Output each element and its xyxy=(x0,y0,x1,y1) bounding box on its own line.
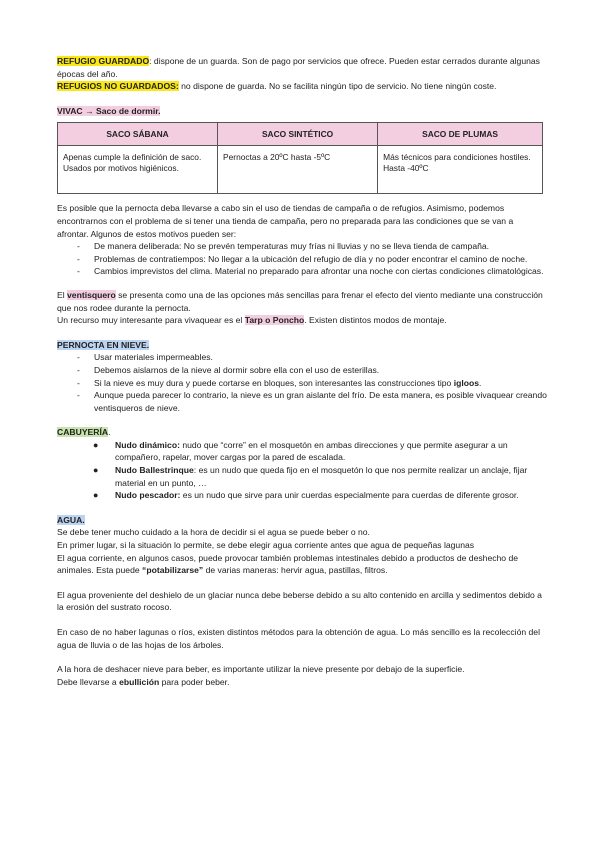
list-item xyxy=(57,364,547,377)
agua-line-1: Se debe tener mucho cuidado a la hora de decidir si el agua se puede beber o no. xyxy=(57,527,370,538)
dash-marker: - xyxy=(77,253,80,264)
bullet-marker: ● xyxy=(93,465,99,476)
list-item-text: Usar materiales impermeables. xyxy=(94,352,213,363)
dash-marker: - xyxy=(77,364,80,375)
list-item-text: Problemas de contratiempos: No llegar a la ubicación del refugio de día y no poder encontrar el camino de noche. xyxy=(94,253,528,264)
list-item xyxy=(57,265,547,278)
knot-description: es un nudo que sirve para unir cuerdas especialmente para cuerdas de diferente grosor. xyxy=(180,490,519,501)
cabuyeria-list xyxy=(57,439,547,502)
vivac-heading-line xyxy=(57,105,547,118)
agua-text-end: de varias maneras: hervir agua, pastillas, filtros. xyxy=(203,565,388,576)
nieve-agua-line-1: A la hora de deshacer nieve para beber, es importante utilizar la nieve presente por debajo de la superficie. xyxy=(57,664,465,675)
dash-marker: - xyxy=(77,241,80,252)
vivac-paragraph: Es posible que la pernocta deba llevarse a cabo sin el uso de tiendas de campaña o de refugios. Asimismo, podemos encontrarnos con el problema de si tener una tienda de campaña, pero no preparada para las condiciones que se van a afrontar. Algunos de estos motivos pueden ser: xyxy=(57,203,514,239)
agua-text: El agua corriente, en algunos casos, puede provocar también problemas intestinales debido a productos de deshecho de animales. Esta puede xyxy=(57,552,519,576)
tarp-term: Tarp o Poncho xyxy=(244,315,305,326)
cabuyeria-heading: CABUYERÍA xyxy=(57,427,109,438)
table-header-cell: SACO SINTÉTICO xyxy=(218,123,378,146)
refugio-guardado-text: : dispone de un guarda. Son de pago por servicios que ofrece. Pueden estar cerrados durante algunas épocas del año. xyxy=(57,56,540,79)
bullet-marker: ● xyxy=(93,439,99,450)
sleeping-bag-table xyxy=(57,122,543,194)
dash-marker: - xyxy=(77,390,80,401)
list-item xyxy=(57,240,547,253)
dash-marker: - xyxy=(77,352,80,363)
knot-name: Nudo dinámico: xyxy=(115,439,180,450)
agua-heading: AGUA. xyxy=(57,514,85,525)
list-item-text-end: . xyxy=(479,377,482,388)
refugios-no-guardados-paragraph xyxy=(57,80,547,93)
document-page xyxy=(57,55,547,688)
agua-line-3 xyxy=(57,552,547,577)
agua-line-2: En primer lugar, si la situación lo permite, se debe elegir agua corriente antes que agua de pequeñas lagunas xyxy=(57,540,475,551)
list-item xyxy=(57,464,547,489)
list-item xyxy=(57,351,547,364)
ventisquero-paragraph xyxy=(57,289,547,314)
list-item-text: Cambios imprevistos del clima. Material no preparado para afrontar una noche con ciertas condiciones climatológicas. xyxy=(94,266,544,277)
knot-description: : es un nudo que queda fijo en el mosquetón lo que nos permite realizar un anclaje, fijar material en un punto, … xyxy=(115,465,528,488)
nieve-list xyxy=(57,351,547,414)
tarp-post: . Existen distintos modos de montaje. xyxy=(304,315,447,326)
nieve-agua-line-2 xyxy=(57,676,547,689)
agua-heading-line xyxy=(57,514,547,527)
list-item-text: Si la nieve es muy dura y puede cortarse en bloques, son interesantes las construcciones tipo xyxy=(94,377,454,388)
potabilizarse-term: “potabilizarse” xyxy=(142,565,204,576)
cabuyeria-heading-suffix: . xyxy=(108,427,111,438)
table-header-row xyxy=(58,123,543,146)
refugio-guardado-paragraph xyxy=(57,55,547,80)
ventisquero-pre: El xyxy=(57,289,68,300)
vivac-reasons-list xyxy=(57,240,547,278)
table-cell: Apenas cumple la definición de saco. Usados por motivos higiénicos. xyxy=(58,146,218,194)
table-row xyxy=(58,146,543,194)
ebullicion-term: ebullición xyxy=(119,676,160,687)
refugio-guardado-term: REFUGIO GUARDADO xyxy=(57,56,150,66)
table-header-cell: SACO SÁBANA xyxy=(58,123,218,146)
tarp-paragraph xyxy=(57,314,547,327)
knot-description: nudo que “corre” en el mosquetón en ambas direcciones y que permite asegurar a un compañero, rapelar, mover cargas por la pared de escalada. xyxy=(115,439,508,463)
list-item-text: De manera deliberada: No se prevén temperaturas muy frías ni lluvias y no se lleva tienda de campaña. xyxy=(94,241,490,252)
dash-marker: - xyxy=(77,377,80,388)
ventisquero-post: se presenta como una de las opciones más sencillas para frenar el efecto del viento mediante una construcción que nos rodee durante la pernocta. xyxy=(57,289,543,313)
list-item xyxy=(57,389,547,414)
list-item xyxy=(57,489,547,502)
table-cell: Más técnicos para condiciones hostiles. Hasta -40ºC xyxy=(378,146,543,194)
bullet-marker: ● xyxy=(93,490,99,501)
table-header-cell: SACO DE PLUMAS xyxy=(378,123,543,146)
knot-name: Nudo Ballestrinque xyxy=(115,465,194,476)
dash-marker: - xyxy=(77,266,80,277)
list-item xyxy=(57,253,547,266)
ventisquero-term: ventisquero xyxy=(67,289,116,300)
vivac-heading: VIVAC → Saco de dormir. xyxy=(57,105,161,116)
igloos-term: igloos xyxy=(453,377,480,388)
list-item-text: Debemos aislarnos de la nieve al dormir sobre ella con el uso de esterillas. xyxy=(94,364,380,375)
refugios-no-guardados-text: no dispone de guarda. No se facilita ningún tipo de servicio. No tiene ningún coste. xyxy=(178,81,497,92)
refugios-no-guardados-term: REFUGIOS NO GUARDADOS: xyxy=(57,81,179,92)
obtencion-paragraph: En caso de no haber lagunas o ríos, existen distintos métodos para la obtención de agua. Lo más sencillo es la recolección del agua de lluvia o de las hojas de los árboles. xyxy=(57,627,540,650)
glaciar-paragraph: El agua proveniente del deshielo de un glaciar nunca debe beberse debido a su alto contenido en arcilla y sedimentos debido a la erosión del sustrato rocoso. xyxy=(57,589,542,613)
agua-text: Debe llevarse a xyxy=(57,676,120,687)
list-item xyxy=(57,439,547,464)
list-item-text: Aunque pueda parecer lo contrario, la nieve es un gran aislante del frío. De esta manera, es posible vivaquear creando ventisqueros de nieve. xyxy=(94,390,547,413)
cabuyeria-heading-line xyxy=(57,426,547,439)
agua-text-end: para poder beber. xyxy=(159,676,230,687)
nieve-heading-line xyxy=(57,339,547,352)
tarp-pre: Un recurso muy interesante para vivaquear es el xyxy=(57,315,245,326)
knot-name: Nudo pescador: xyxy=(115,490,181,501)
table-cell: Pernoctas a 20ºC hasta -5ºC xyxy=(218,146,378,194)
nieve-heading: PERNOCTA EN NIEVE. xyxy=(57,339,150,350)
list-item xyxy=(57,377,547,390)
